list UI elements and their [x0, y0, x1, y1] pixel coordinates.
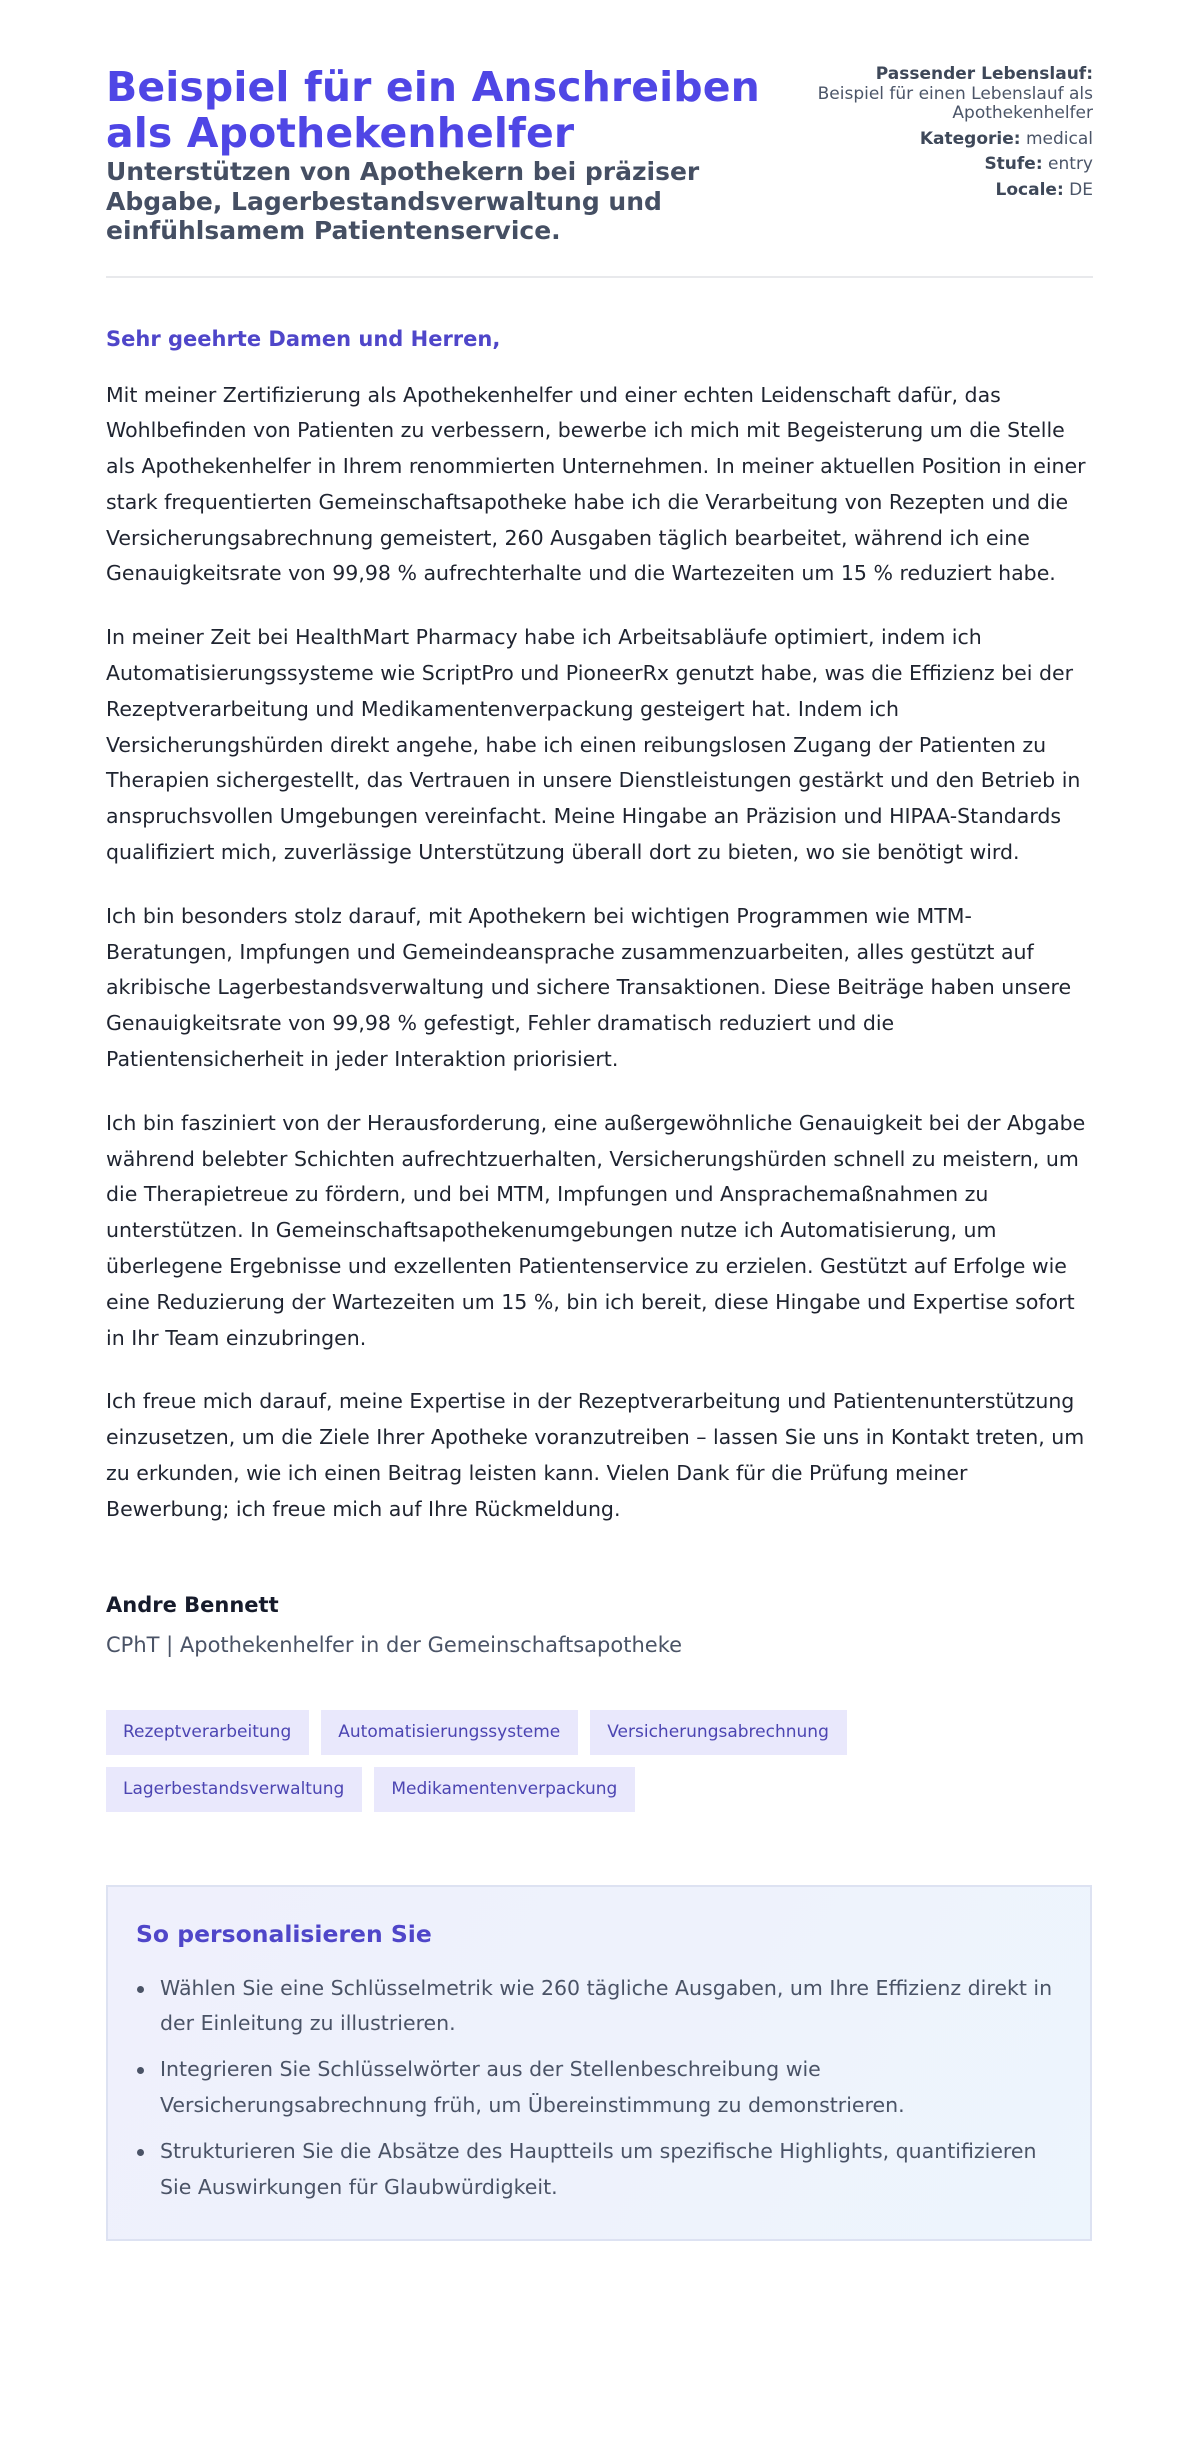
meta-locale	[793, 181, 1093, 201]
letter-paragraph: Ich freue mich darauf, meine Expertise in der Rezeptverarbeitung und Patientenunterstützung einzusetzen, um die Ziele Ihrer Apotheke voranzutreiben – lassen Sie uns in Kontakt treten, um zu erkunden, wie ich einen Beitrag leisten kann. Vielen Dank für die Prüfung meiner Bewerbung; ich freue mich auf Ihre Rückmeldung.	[106, 1389, 1085, 1521]
meta-category-label: Kategorie:	[919, 128, 1021, 149]
meta-category-value: medical	[1025, 128, 1093, 149]
skill-tag: Medikamentenverpackung	[374, 1767, 635, 1812]
header-divider	[106, 276, 1093, 278]
skill-tag: Automatisierungssysteme	[321, 1710, 578, 1755]
skill-tag: Rezeptverarbeitung	[106, 1710, 309, 1755]
meta-resume-link[interactable]: Beispiel für einen Lebenslauf als Apothekenhelfer	[817, 83, 1093, 123]
meta-locale-label: Locale:	[995, 179, 1064, 200]
tip-text: Wählen Sie eine Schlüsselmetrik wie 260 tägliche Ausgaben, um Ihre Effizienz direkt in der Einleitung zu illustrieren.	[160, 1975, 1053, 2036]
meta-resume-label: Passender Lebenslauf:	[875, 64, 1093, 84]
page-subtitle: Unterstützen von Apothekern bei präziser Abgabe, Lagerbestandsverwaltung und einfühlsamem Patientenservice.	[106, 157, 700, 245]
bullet-icon	[137, 2149, 144, 2156]
letter-paragraph: In meiner Zeit bei HealthMart Pharmacy habe ich Arbeitsabläufe optimiert, indem ich Automatisierungssysteme wie ScriptPro und PioneerRx genutzt habe, was die Effizienz bei der Rezeptverarbeitung und Medikamentenverpackung gesteigert hat. Indem ich Versicherungshürden direkt angehe, habe ich einen reibungslosen Zugang der Patienten zu Therapien sichergestellt, das Vertrauen in unsere Dienstleistungen gestärkt und den Betrieb in anspruchsvollen Umgebungen vereinfacht. Meine Hingabe an Präzision und HIPAA-Standards qualifiziert mich, zuverlässige Unterstützung überall dort zu bieten, wo sie benötigt wird.	[106, 625, 1081, 865]
meta-panel	[793, 64, 1093, 206]
tip-text: Strukturieren Sie die Absätze des Hauptteils um spezifische Highlights, quantifizieren Sie Auswirkungen für Glaubwürdigkeit.	[160, 2138, 1037, 2199]
tip-item	[136, 2134, 1062, 2206]
signature-name: Andre Bennett	[106, 1592, 279, 1617]
meta-level-value: entry	[1048, 154, 1093, 174]
signature-block	[106, 1592, 1093, 1658]
meta-matching-resume	[793, 65, 1093, 124]
tip-text: Integrieren Sie Schlüsselwörter aus der Stellenbeschreibung wie Versicherungsabrechnung früh, um Übereinstimmung zu demonstrieren.	[160, 2057, 905, 2117]
skill-tags	[106, 1710, 1006, 1812]
letter-body	[106, 378, 1093, 1528]
bullet-icon	[137, 2067, 144, 2074]
letter-paragraph: Mit meiner Zertifizierung als Apothekenhelfer und einer echten Leidenschaft dafür, das Wohlbefinden von Patienten zu verbessern, bewerbe ich mich mit Begeisterung um die Stelle als Apothekenhelfer in Ihrem renommierten Unternehmen. In meiner aktuellen Position in einer stark frequentierten Gemeinschaftsapotheke habe ich die Verarbeitung von Rezepten und die Versicherungsabrechnung gemeistert, 260 Ausgaben täglich bearbeitet, während ich eine Genauigkeitsrate von 99,98 % aufrechterhalte und die Wartezeiten um 15 % reduziert habe.	[106, 382, 1086, 586]
salutation: Sehr geehrte Damen und Herren,	[106, 326, 501, 351]
skill-tag: Lagerbestandsverwaltung	[106, 1767, 362, 1812]
tip-item	[136, 1971, 1062, 2043]
letter-paragraph: Ich bin fasziniert von der Herausforderung, eine außergewöhnliche Genauigkeit bei der Abgabe während belebter Schichten aufrechtzuerhalten, Versicherungshürden schnell zu meistern, um die Therapietreue zu fördern, und bei MTM, Impfungen und Ansprachemaßnahmen zu unterstützen. In Gemeinschaftsapothekenumgebungen nutze ich Automatisierung, um überlegene Ergebnisse und exzellenten Patientenservice zu erzielen. Gestützt auf Erfolge wie eine Reduzierung der Wartezeiten um 15 %, bin ich bereit, diese Hingabe und Expertise sofort in Ihr Team einzubringen.	[106, 1110, 1086, 1350]
tips-list	[136, 1971, 1062, 2206]
title-block	[106, 64, 766, 246]
meta-locale-value: DE	[1069, 179, 1093, 200]
tip-item	[136, 2052, 1062, 2124]
meta-category	[793, 130, 1093, 150]
tips-title: So personalisieren Sie	[136, 1919, 432, 1948]
meta-level	[793, 155, 1093, 175]
page-title: Beispiel für ein Anschreiben als Apothekenhelfer	[106, 63, 760, 157]
personalization-tips-box	[106, 1885, 1092, 2242]
signature-role: CPhT | Apothekenhelfer in der Gemeinschaftsapotheke	[106, 1632, 683, 1657]
page-header	[106, 64, 1093, 246]
meta-level-label: Stufe:	[984, 154, 1043, 174]
letter-paragraph: Ich bin besonders stolz darauf, mit Apothekern bei wichtigen Programmen wie MTM-Beratungen, Impfungen und Gemeindeansprache zusammenzuarbeiten, alles gestützt auf akribische Lagerbestandsverwaltung und sichere Transaktionen. Diese Beiträge haben unsere Genauigkeitsrate von 99,98 % gefestigt, Fehler dramatisch reduziert und die Patientensicherheit in jeder Interaktion priorisiert.	[106, 903, 1072, 1072]
skill-tag: Versicherungsabrechnung	[590, 1710, 847, 1755]
bullet-icon	[137, 1986, 144, 1993]
